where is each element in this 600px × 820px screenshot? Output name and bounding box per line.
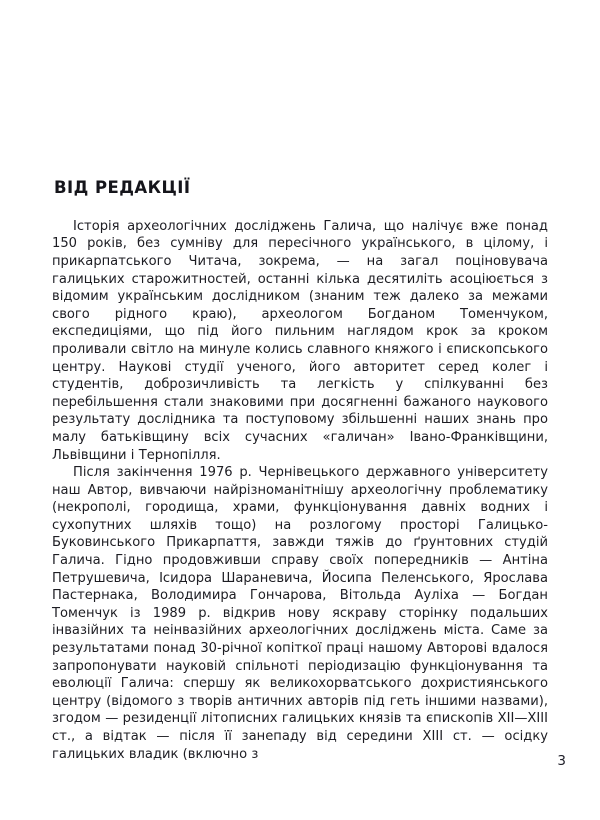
body-paragraph: Після закінчення 1976 р. Чернівецького державного університету наш Автор, вивчаючи найрізноманітнішу археологічну проблематику (некрополі, городища, храми, функціонування давніх водних і сухопутних шляхів тощо) на розлогому просторі Галицько-Буковинського Прикарпаття, завжди тяжів до ґрунтовних студій Галича. Гідно продовживши справу своїх попередників — Антіна Петрушевича, Ісидора Шараневича, Йосипа Пеленського, Ярослава Пастернака, Володимира Гончарова, Вітольда Ауліха — Богдан Томенчук із 1989 р. відкрив нову яскраву сторінку подальших інвазійних та неінвазійних археологічних досліджень міста. Саме за результатами понад 30-річної копіткої праці нашому Авторові вдалося запропонувати науковій спільноті періодизацію функціонування та еволюції Галича: спершу як великохорватського дохристиянського центру (відомого з творів античних авторів під геть іншими назвами), згодом — резиденції літописних галицьких князів та єпископів XII—XIII ст., а відтак — після її занепаду від середини XIII ст. — осідку галицьких владик (включно з bbox=[52, 465, 548, 762]
page-title: ВІД РЕДАКЦІЇ bbox=[54, 178, 191, 197]
page-content bbox=[52, 178, 548, 763]
page-number: 3 bbox=[557, 752, 566, 769]
body-paragraph: Історія археологічних досліджень Галича, що налічує вже понад 150 років, без сумніву для пересічного українського, в цілому, і прикарпатського Читача, зокрема, — на загал поціновувача галицьких старожитностей, останні кілька десятиліть асоціюється з відомим українським дослідником (знаним теж далеко за межами свого рідного краю), археологом Богданом Томенчуком, експедиціями, що під його пильним наглядом крок за кроком проливали світло на минуле колись славного княжого і єпископського центру. Наукові студії ученого, його авторитет серед колег і студентів, доброзичливість та легкість у спілкуванні без перебільшення стали знаковими при досягненні бажаного наукового результату дослідника та поступовому збільшенні наших знань про малу батьківщину всіх сучасних «галичан» Івано-Франківщини, Львівщини і Тернопілля. bbox=[52, 218, 548, 463]
